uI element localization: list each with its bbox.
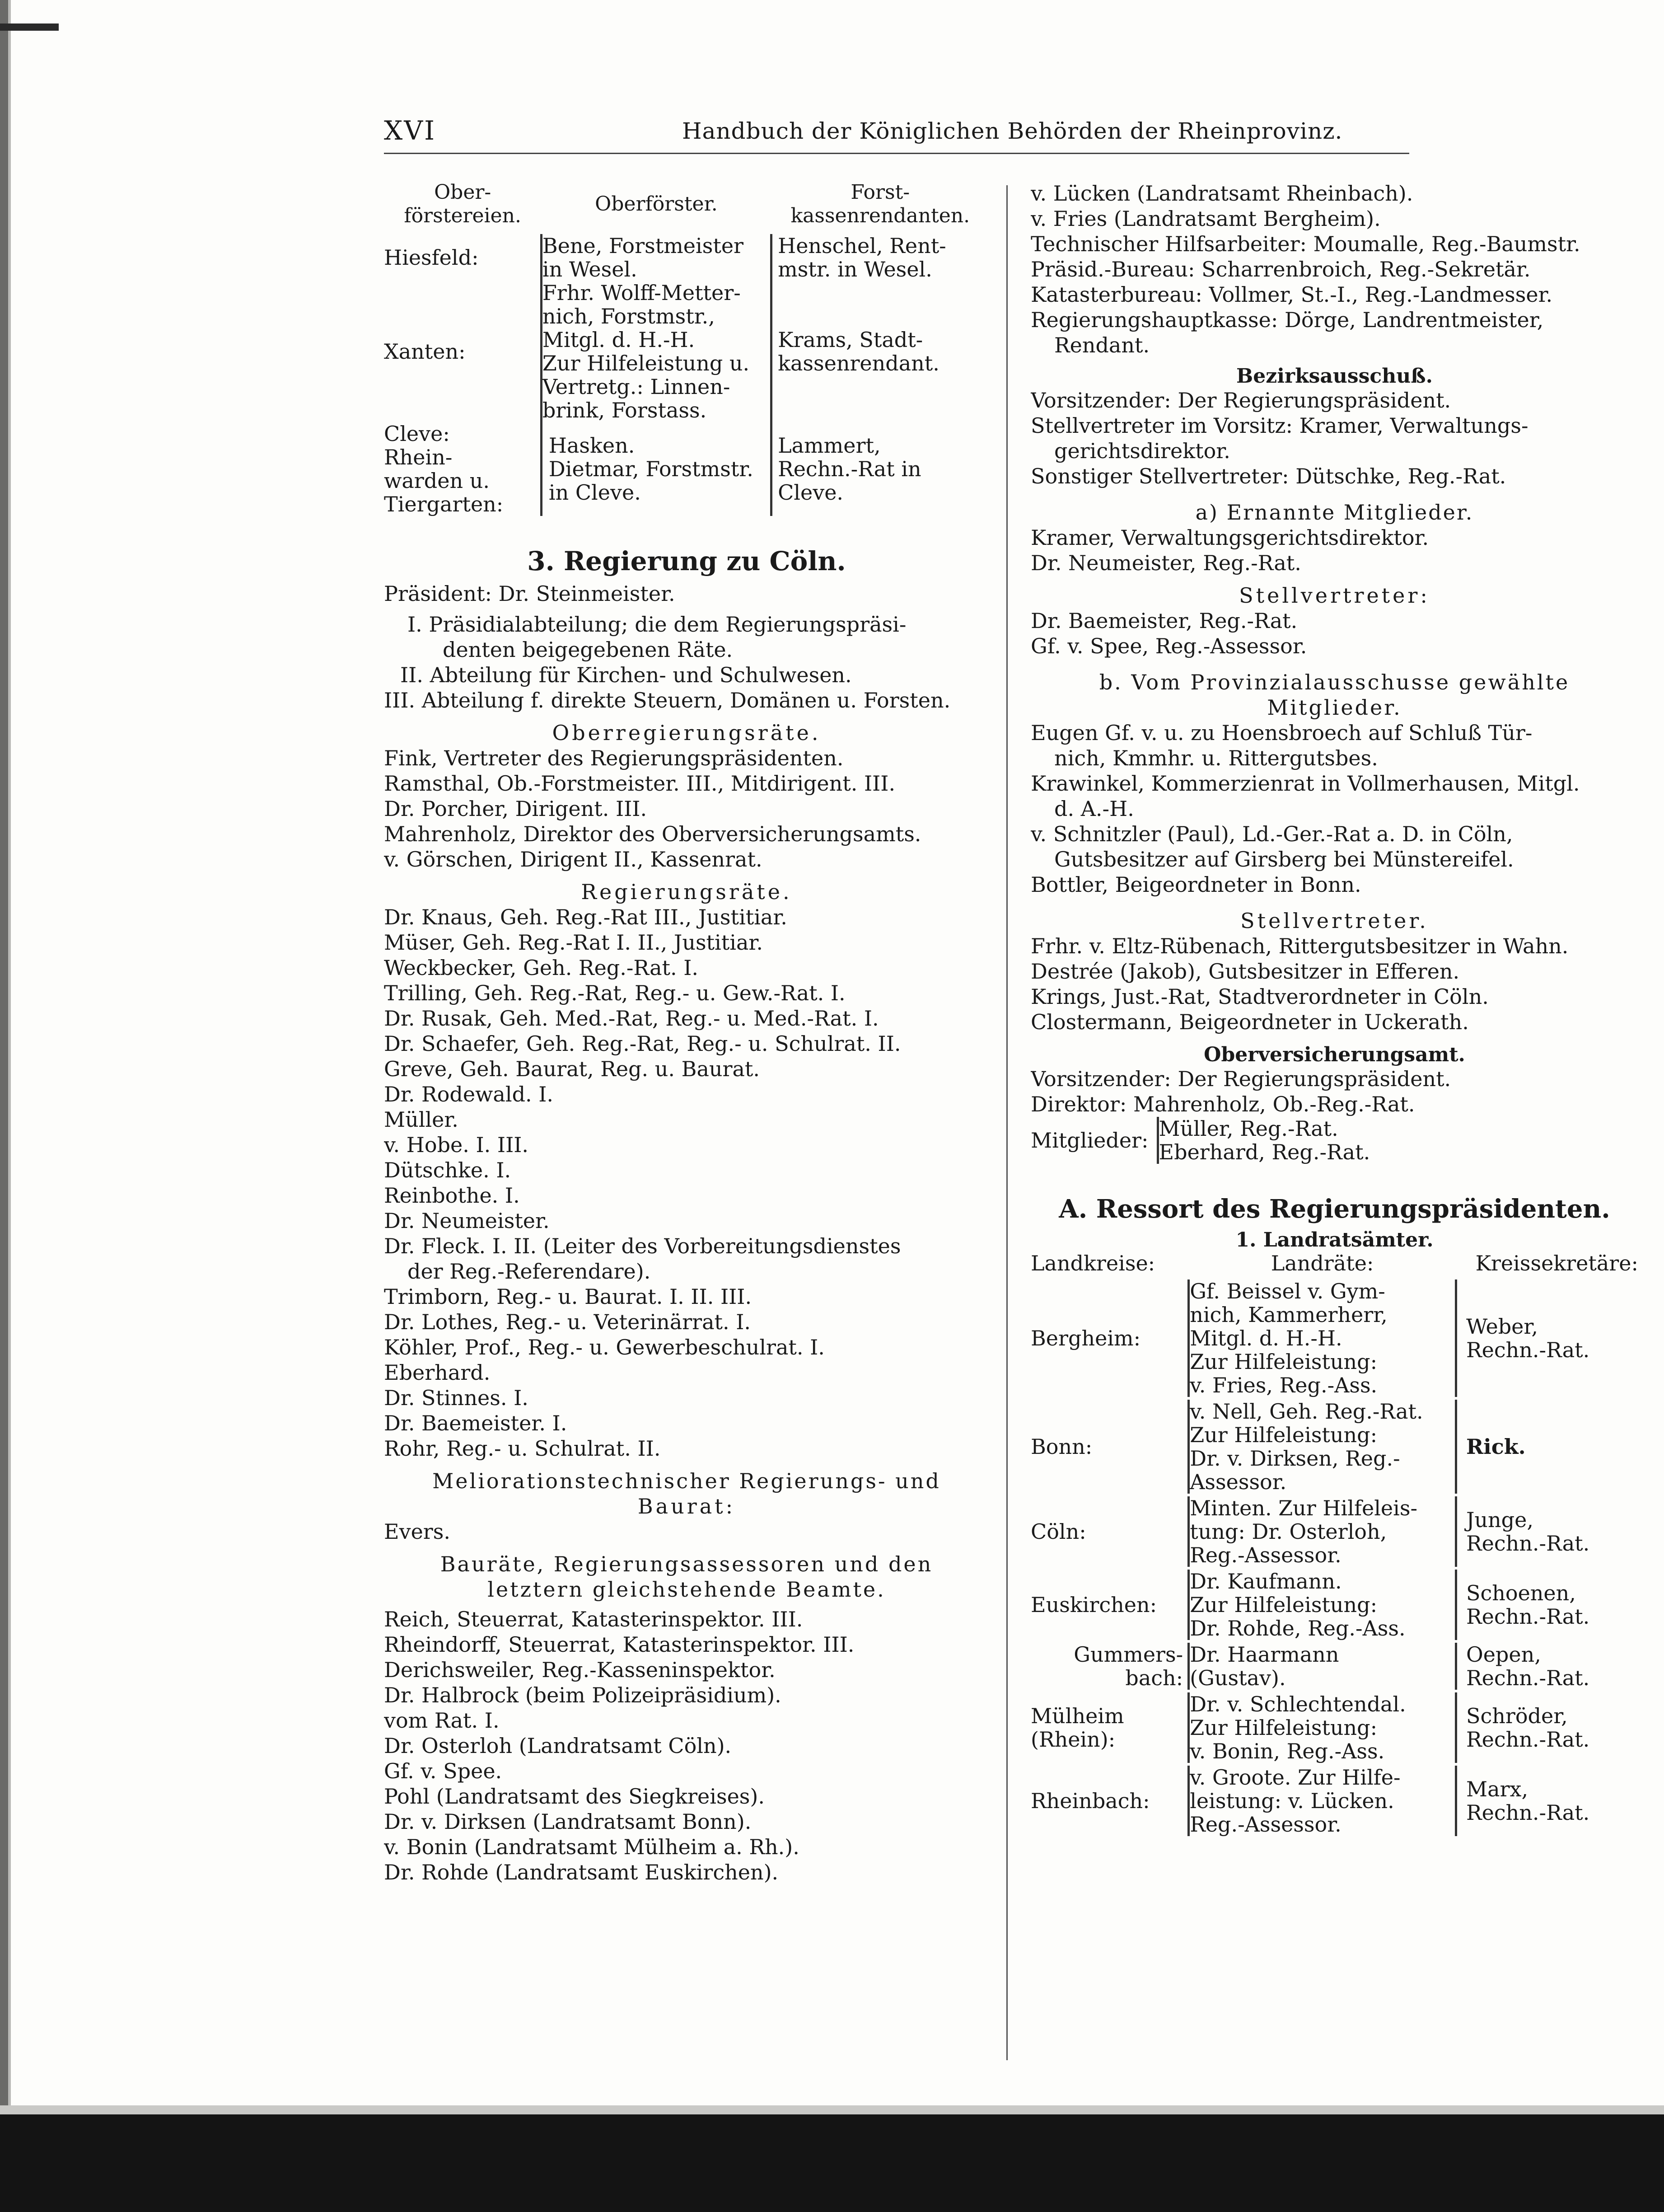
oberv-members-list: Müller, Reg.-Rat. Eberhard, Reg.-Rat. [1158,1117,1370,1164]
melioration-heading: Meliorationstechnischer Regierungs- und [432,1469,941,1493]
landratsaemter-heading: 1. Landratsämter. [1235,1228,1434,1251]
section-title: 3. Regierung zu Cöln. [527,546,846,576]
forest-row [384,281,989,422]
baurate-entry: Gf. v. Spee. [384,1759,502,1783]
forest-forester: Bene, Forstmeister in Wesel. [541,234,771,281]
oberreg-entry: Mahrenholz, Direktor des Oberversicherungsamts. [384,822,921,846]
baurate-entry: Reich, Steuerrat, Katasterinspektor. III. [384,1607,803,1631]
page-header [384,115,1409,147]
oberreg-entry: Dr. Porcher, Dirigent. III. [384,797,647,821]
forest-table-header [384,181,989,228]
stellvertreter-entry: Krings, Just.-Rat, Stadtverordneter in Cöln. [1031,984,1489,1009]
landrat-row [1031,1643,1638,1690]
baurate-entry: Dr. Osterloh (Landratsamt Cöln). [384,1734,732,1758]
landrat-row [1031,1496,1638,1567]
forest-place: Xanten: [384,339,466,364]
forest-cashier: Krams, Stadt- kassenrendant. [778,328,940,375]
scan-bottom-strip [0,2105,1664,2115]
top-entry: Katasterbureau: Vollmer, St.-I., Reg.-Landmesser. [1031,282,1553,307]
running-title: Handbuch der Königlichen Behörden der Rheinprovinz. [682,118,1343,144]
ernannte-entry: Kramer, Verwaltungsgerichtsdirektor. [1031,525,1429,550]
top-entry: v. Lücken (Landratsamt Rheinbach). [1031,181,1413,206]
regrat-entry: Müser, Geh. Reg.-Rat I. II., Justitiar. [384,930,763,955]
landrat-row [1031,1766,1638,1836]
baurate-entry: v. Bonin (Landratsamt Mülheim a. Rh.). [384,1835,799,1859]
kreissekretaer: Rick. [1466,1434,1526,1459]
stellvertreter-heading: Stellvertreter: [1239,583,1430,608]
baurate-heading: Bauräte, Regierungsassessoren und den [440,1552,933,1576]
baurate-heading-2: letztern gleichstehende Beamte. [487,1577,886,1602]
oberreg-entry: v. Görschen, Dirigent II., Kassenrat. [384,847,762,872]
baurate-entry: Rheindorff, Steuerrat, Katasterinspektor. III. [384,1632,855,1657]
president-line: Präsident: Dr. Steinmeister. [384,581,675,606]
landrat: v. Nell, Geh. Reg.-Rat. Zur Hilfeleistung: Dr. v. Dirksen, Reg.- Assessor. [1189,1400,1456,1494]
forest-forester: Hasken. Dietmar, Forstmstr. in Cleve. [541,422,771,516]
landkreis: Euskirchen: [1031,1593,1157,1617]
bezirk-entry: Vorsitzender: Der Regierungspräsident. [1031,388,1451,412]
gewaehlte-entry: Eugen Gf. v. u. zu Hoensbroech auf Schluß Tür- [1031,721,1533,745]
regrat-entry: Weckbecker, Geh. Reg.-Rat. I. [384,956,699,980]
forest-place: Cleve: Rhein- warden u. Tiergarten: [384,422,541,516]
regrat-entry: Dr. Stinnes. I. [384,1386,528,1410]
forest-row [384,234,989,281]
gewaehlte-entry: d. A.-H. [1054,797,1134,821]
baurate-entry: Dr. Rohde (Landratsamt Euskirchen). [384,1860,779,1884]
baurate-entry: Pohl (Landratsamt des Siegkreises). [384,1784,765,1809]
gewaehlte-heading-2: Mitglieder. [1267,695,1402,720]
regrat-entry: v. Hobe. I. III. [384,1133,529,1157]
forest-forester: Frhr. Wolff-Metter- nich, Forstmstr., Mitgl. d. H.-H. Zur Hilfeleistung u. Vertretg.: Linnen- brink, Forstass. [541,281,771,422]
regierungsraete-heading: Regierungsräte. [581,880,792,904]
scan-corner-mark [0,23,59,31]
department-line: II. Abteilung für Kirchen- und Schulwesen. [400,663,852,687]
baurate-entry: vom Rat. I. [384,1708,500,1733]
right-column [1031,181,1638,1836]
top-entry: Rendant. [1054,333,1150,357]
landrat-row [1031,1400,1638,1494]
scan-left-edge [0,0,8,2212]
landkreis: Gummers- bach: [1074,1642,1183,1690]
melioration-entry: Evers. [384,1519,451,1544]
column-divider [1006,185,1008,2060]
landrat: v. Groote. Zur Hilfe- leistung: v. Lücken. Reg.-Assessor. [1189,1766,1456,1836]
page-number: XVI [384,115,436,146]
department-line: denten beigegebenen Räte. [443,637,733,662]
regrat-entry: Reinbothe. I. [384,1183,520,1208]
regrat-entry: Dr. Schaefer, Geh. Reg.-Rat, Reg.- u. Schulrat. II. [384,1031,901,1056]
col-head-kreissekretaere: Kreissekretäre: [1475,1251,1638,1275]
landrat-row [1031,1570,1638,1640]
regrat-entry: Dr. Baemeister. I. [384,1411,567,1435]
bezirksausschuss-heading: Bezirksausschuß. [1236,365,1433,388]
kreissekretaer: Schröder, Rechn.-Rat. [1466,1704,1590,1752]
oberv-members-label: Mitglieder: [1031,1128,1149,1153]
ernannte-entry: Dr. Neumeister, Reg.-Rat. [1031,551,1301,575]
kreissekretaer: Schoenen, Rechn.-Rat. [1466,1581,1590,1629]
landkreis: Cöln: [1031,1519,1086,1544]
scan-left-edge-shadow [8,0,11,2212]
oberv-entry: Vorsitzender: Der Regierungspräsident. [1031,1067,1451,1091]
regrat-entry: Dr. Lothes, Reg.- u. Veterinärrat. I. [384,1310,751,1334]
stellvertreter-entry: Destrée (Jakob), Gutsbesitzer in Efferen. [1031,959,1460,984]
stellvertreter-entry: Gf. v. Spee, Reg.-Assessor. [1031,634,1307,658]
oberreg-entry: Fink, Vertreter des Regierungspräsidenten. [384,746,844,770]
kreissekretaer: Marx, Rechn.-Rat. [1466,1777,1590,1825]
landrat-row [1031,1692,1638,1763]
bezirk-entry: gerichtsdirektor. [1054,439,1230,463]
regrat-entry: Köhler, Prof., Reg.- u. Gewerbeschulrat. I. [384,1335,825,1359]
forest-place: Hiesfeld: [384,245,479,270]
regrat-entry: Greve, Geh. Baurat, Reg. u. Baurat. [384,1057,760,1081]
regrat-entry: Dr. Fleck. I. II. (Leiter des Vorbereitungsdienstes [384,1234,901,1258]
top-entry: v. Fries (Landratsamt Bergheim). [1031,206,1381,231]
bezirk-entry: Stellvertreter im Vorsitz: Kramer, Verwaltungs- [1031,413,1528,438]
kreissekretaer: Weber, Rechn.-Rat. [1456,1279,1638,1397]
col-head-kassenrendanten: Forst- kassenrendanten. [790,181,970,227]
regrat-entry: Trimborn, Reg.- u. Baurat. I. II. III. [384,1284,752,1309]
oberv-members [1031,1117,1370,1164]
oberversicherungsamt-heading: Oberversicherungsamt. [1204,1043,1465,1066]
stellvertreter-entry: Clostermann, Beigeordneter in Uckerath. [1031,1010,1469,1034]
gewaehlte-entry: nich, Kmmhr. u. Rittergutsbes. [1054,746,1378,770]
landkreis: Bergheim: [1031,1326,1141,1350]
regrat-entry: Dr. Rusak, Geh. Med.-Rat, Reg.- u. Med.-Rat. I. [384,1006,879,1031]
department-line: III. Abteilung f. direkte Steuern, Domänen u. Forsten. [384,688,951,712]
bezirk-entry: Sonstiger Stellvertreter: Dütschke, Reg.-Rat. [1031,464,1506,488]
ernannte-heading: a) Ernannte Mitglieder. [1195,500,1474,525]
landkreis: Rheinbach: [1031,1789,1150,1813]
left-column [384,181,989,1885]
gewaehlte-entry: Gutsbesitzer auf Girsberg bei Münstereifel. [1054,847,1514,872]
landrat-header [1031,1251,1638,1275]
oberregierungsraete-heading: Oberregierungsräte. [552,721,821,745]
stellvertreter-entry: Dr. Baemeister, Reg.-Rat. [1031,609,1298,633]
baurate-entry: Dr. v. Dirksen (Landratsamt Bonn). [384,1809,752,1834]
baurate-entry: Dr. Halbrock (beim Polizeipräsidium). [384,1683,781,1707]
forest-table [384,181,989,516]
landrat: Dr. Kaufmann. Zur Hilfeleistung: Dr. Rohde, Reg.-Ass. [1189,1570,1456,1640]
regrat-entry: Dütschke. I. [384,1158,511,1182]
col-head-landkreise: Landkreise: [1031,1251,1155,1275]
oberreg-entry: Ramsthal, Ob.-Forstmeister. III., Mitdirigent. III. [384,771,896,796]
melioration-heading-2: Baurat: [637,1494,736,1518]
landrat: Dr. Haarmann (Gustav). [1189,1643,1456,1690]
gewaehlte-entry: Krawinkel, Kommerzienrat in Vollmerhausen, Mitgl. [1031,771,1580,796]
regrat-entry: Müller. [384,1107,458,1132]
landrat: Gf. Beissel v. Gym- nich, Kammerherr, Mitgl. d. H.-H. Zur Hilfeleistung: v. Fries, Reg.-Ass. [1189,1279,1456,1397]
regrat-entry: der Reg.-Referendare). [407,1259,651,1284]
gewaehlte-entry: v. Schnitzler (Paul), Ld.-Ger.-Rat a. D. in Cöln, [1031,822,1513,846]
landrat: Minten. Zur Hilfeleis- tung: Dr. Osterloh, Reg.-Assessor. [1189,1496,1456,1567]
baurate-entry: Derichsweiler, Reg.-Kasseninspektor. [384,1658,776,1682]
forest-row [384,422,989,516]
forest-cashier: Lammert, Rechn.-Rat in Cleve. [771,422,989,516]
scan-bottom-edge [0,2114,1664,2212]
gewaehlte-entry: Bottler, Beigeordneter in Bonn. [1031,872,1361,897]
landkreis: Mülheim (Rhein): [1031,1704,1124,1752]
top-entry: Präsid.-Bureau: Scharrenbroich, Reg.-Sekretär. [1031,257,1531,281]
stellvertreter-heading-2: Stellvertreter. [1240,909,1429,933]
top-entry: Technischer Hilfsarbeiter: Moumalle, Reg.-Baumstr. [1031,232,1580,256]
forest-cashier: Henschel, Rent- mstr. in Wesel. [778,234,946,281]
kreissekretaer: Oepen, Rechn.-Rat. [1466,1642,1590,1690]
col-head-oberfoerstereien: Ober- förstereien. [404,181,521,227]
regrat-entry: Dr. Knaus, Geh. Reg.-Rat III., Justitiar. [384,905,787,929]
landrat-table [1031,1251,1638,1836]
stellvertreter-entry: Frhr. v. Eltz-Rübenach, Rittergutsbesitzer in Wahn. [1031,934,1569,958]
regrat-entry: Rohr, Reg.- u. Schulrat. II. [384,1436,661,1461]
gewaehlte-heading: b. Vom Provinzialausschusse gewählte [1099,670,1570,694]
ressort-title: A. Ressort des Regierungspräsidenten. [1059,1194,1610,1224]
header-rule [384,153,1409,154]
oberv-entry: Direktor: Mahrenholz, Ob.-Reg.-Rat. [1031,1092,1415,1116]
landkreis: Bonn: [1031,1434,1093,1459]
regrat-entry: Trilling, Geh. Reg.-Rat, Reg.- u. Gew.-Rat. I. [384,981,846,1005]
landrat: Dr. v. Schlechtendal. Zur Hilfeleistung: v. Bonin, Reg.-Ass. [1189,1692,1456,1763]
kreissekretaer: Junge, Rechn.-Rat. [1466,1508,1590,1556]
col-head-oberfoerster: Oberförster. [595,192,718,216]
regrat-entry: Eberhard. [384,1360,491,1385]
top-entry: Regierungshauptkasse: Dörge, Landrentmeister, [1031,308,1544,332]
col-head-landraete: Landräte: [1271,1251,1374,1275]
landrat-row [1031,1279,1638,1397]
regrat-entry: Dr. Neumeister. [384,1209,550,1233]
department-line: I. Präsidialabteilung; die dem Regierungspräsi- [407,612,907,637]
regrat-entry: Dr. Rodewald. I. [384,1082,554,1106]
